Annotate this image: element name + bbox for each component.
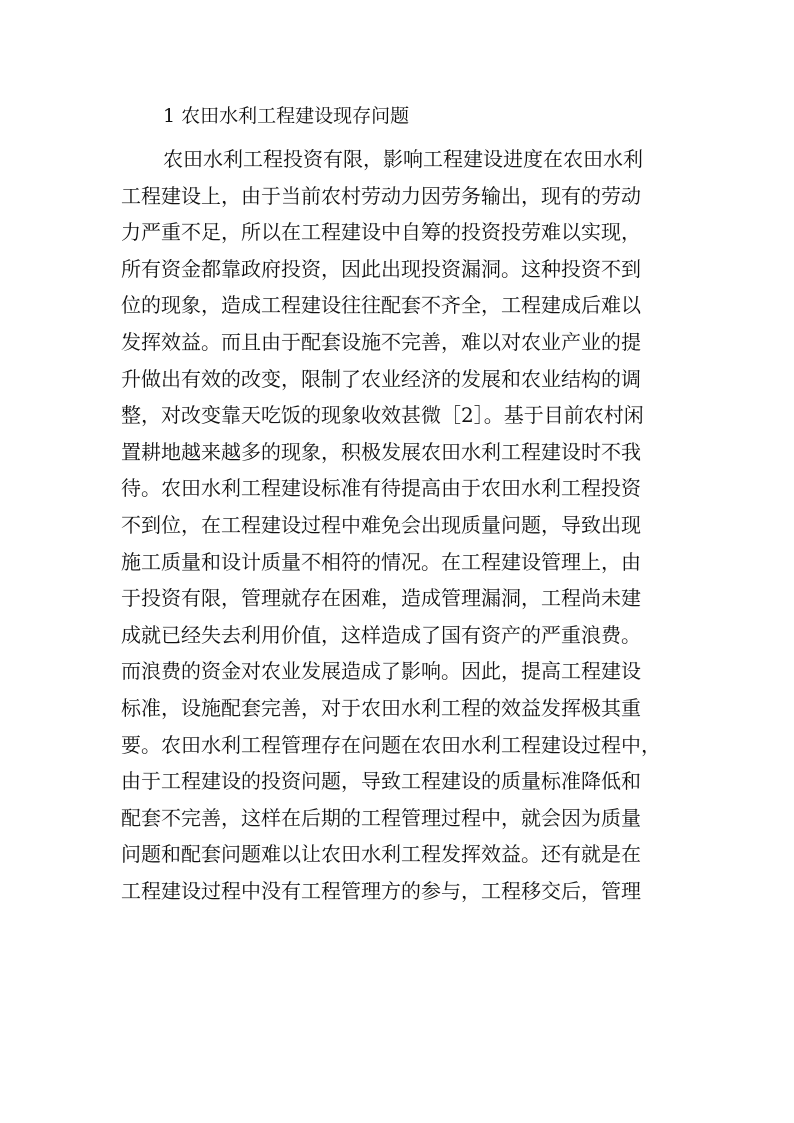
text-line: 不到位，在工程建设过程中难免会出现质量问题，导致出现: [121, 512, 641, 537]
text-line: 待。农田水利工程建设标准有待提高由于农田水利工程投资: [121, 476, 641, 501]
text-line: 工程建设过程中没有工程管理方的参与，工程移交后，管理: [121, 878, 641, 903]
text-line: 要。农田水利工程管理存在问题在农田水利工程建设过程中，: [121, 732, 661, 757]
text-line: 工程建设上，由于当前农村劳动力因劳务输出，现有的劳动: [121, 183, 641, 208]
body-text: [121, 145, 681, 913]
text-line: 问题和配套问题难以让农田水利工程发挥效益。还有就是在: [121, 842, 641, 867]
text-line: 农田水利工程投资有限，影响工程建设进度在农田水利: [163, 147, 643, 171]
text-line: 整，对改变靠天吃饭的现象收效甚微［2］。基于目前农村闲: [121, 403, 644, 428]
text-line: 标准，设施配套完善，对于农田水利工程的效益发挥极其重: [121, 695, 641, 720]
text-line: 由于工程建设的投资问题，导致工程建设的质量标准降低和: [121, 769, 641, 794]
text-line: 所有资金都靠政府投资，因此出现投资漏洞。这种投资不到: [121, 256, 641, 281]
text-line: 位的现象，造成工程建设往往配套不齐全，工程建成后难以: [121, 293, 641, 318]
text-line: 成就已经失去利用价值，这样造成了国有资产的严重浪费。: [121, 622, 641, 647]
text-line: 发挥效益。而且由于配套设施不完善，难以对农业产业的提: [121, 329, 641, 354]
text-line: 力严重不足，所以在工程建设中自筹的投资投劳难以实现，: [121, 220, 641, 245]
text-line: 而浪费的资金对农业发展造成了影响。因此，提高工程建设: [121, 659, 641, 684]
text-line: 施工质量和设计质量不相符的情况。在工程建设管理上，由: [121, 549, 641, 574]
text-line: 于投资有限，管理就存在困难，造成管理漏洞，工程尚未建: [121, 586, 641, 611]
text-line: 置耕地越来越多的现象，积极发展农田水利工程建设时不我: [121, 439, 641, 464]
text-line: 升做出有效的改变，限制了农业经济的发展和农业结构的调: [121, 366, 641, 391]
section-heading: 1 农田水利工程建设现存问题: [163, 105, 410, 127]
text-line: 配套不完善，这样在后期的工程管理过程中，就会因为质量: [121, 805, 641, 830]
